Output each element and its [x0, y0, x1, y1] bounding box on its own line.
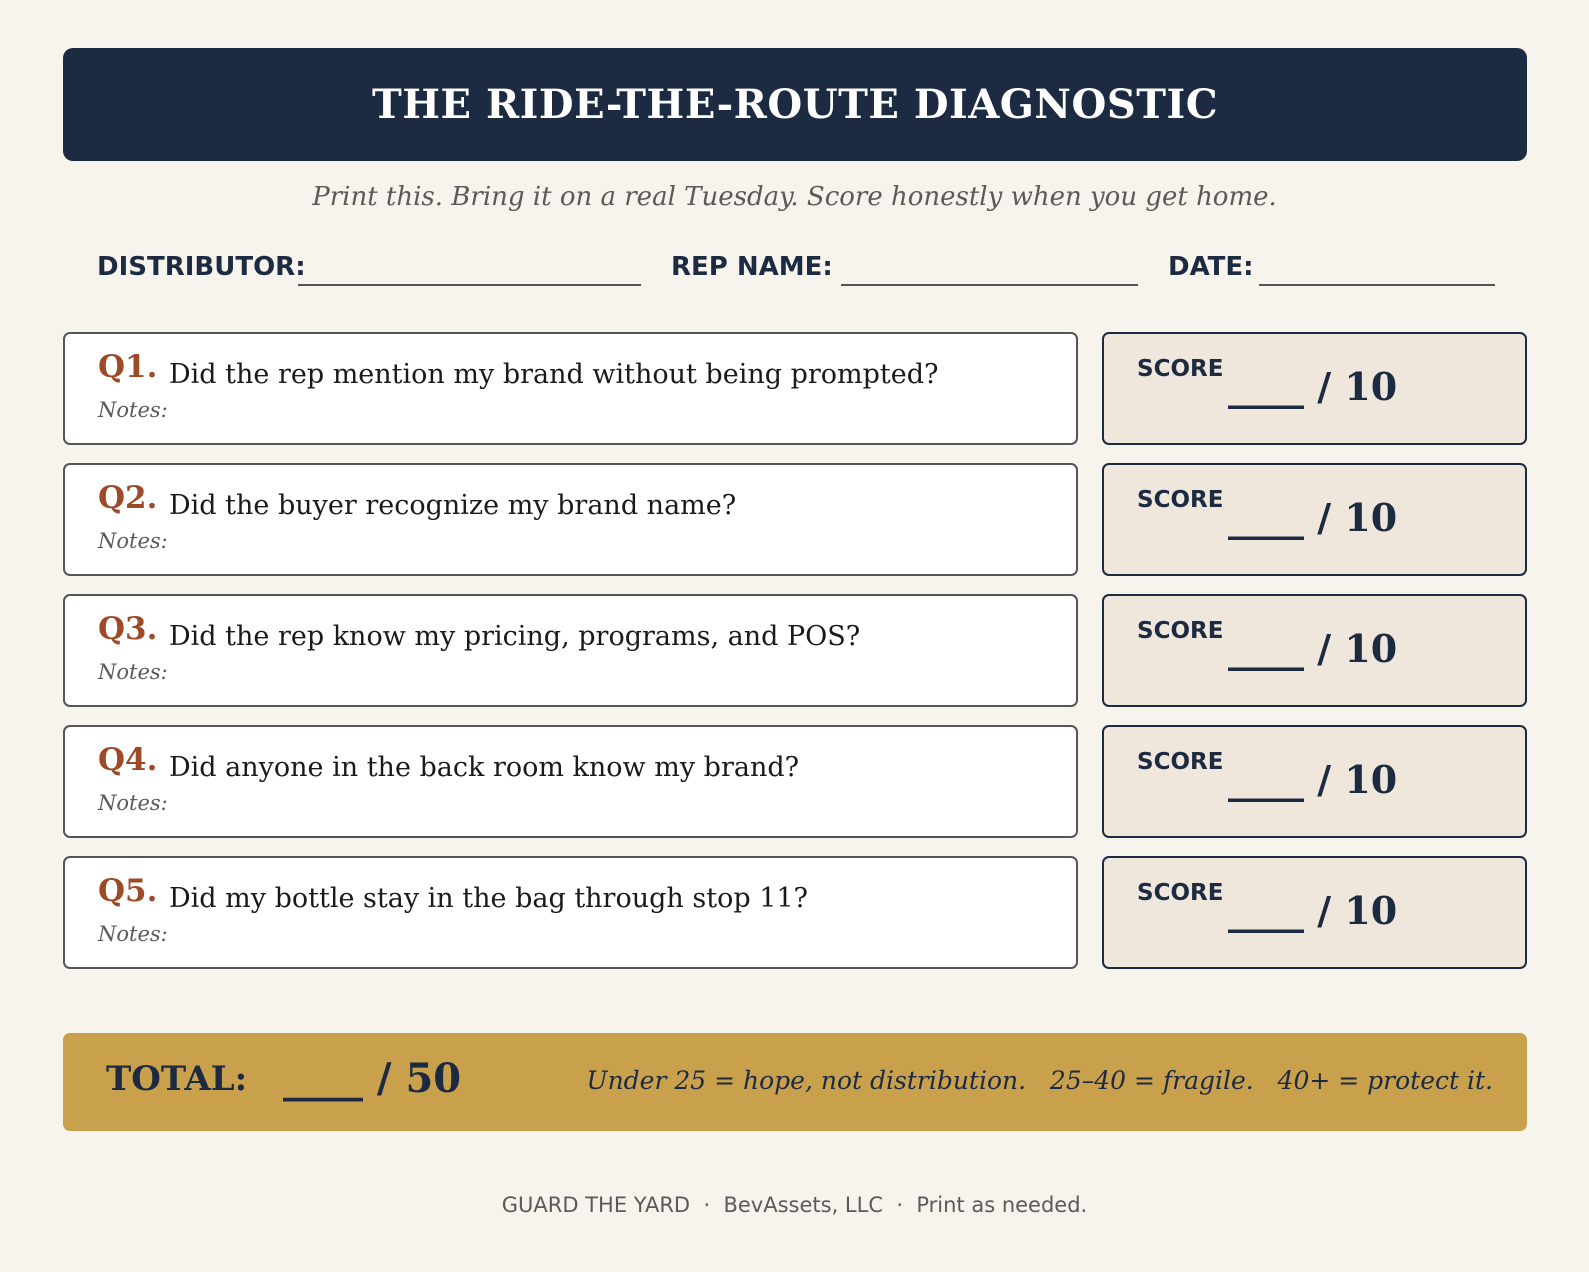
question-text: Did the rep mention my brand without being prompted?	[169, 359, 939, 390]
question-number: Q4.	[98, 742, 158, 778]
score-box[interactable]	[1102, 332, 1527, 445]
rep-name-label: REP NAME:	[671, 252, 833, 282]
question-number: Q3.	[98, 611, 158, 647]
score-scale-legend: Under 25 = hope, not distribution. 25–40 = fragile. 40+ = protect it.	[586, 1066, 1493, 1095]
page-title: THE RIDE-THE-ROUTE DIAGNOSTIC	[371, 81, 1219, 128]
header-banner	[63, 48, 1527, 161]
score-label: SCORE	[1137, 356, 1224, 382]
notes-label: Notes:	[98, 398, 168, 422]
score-blank: ____ / 10	[1228, 626, 1398, 671]
score-box[interactable]	[1102, 594, 1527, 707]
score-label: SCORE	[1137, 487, 1224, 513]
footer: GUARD THE YARD · BevAssets, LLC · Print as needed.	[501, 1193, 1088, 1217]
question-text: Did the buyer recognize my brand name?	[169, 490, 737, 521]
question-card	[63, 725, 1078, 838]
info-fields	[0, 252, 1589, 292]
question-card	[63, 332, 1078, 445]
score-label: SCORE	[1137, 749, 1224, 775]
total-label: TOTAL:	[106, 1059, 248, 1099]
distributor-field[interactable]	[298, 284, 641, 286]
score-blank: ____ / 10	[1228, 757, 1398, 802]
total-score-blank[interactable]: ____ / 50	[283, 1055, 462, 1102]
notes-label: Notes:	[98, 529, 168, 553]
score-box[interactable]	[1102, 856, 1527, 969]
question-text: Did the rep know my pricing, programs, and POS?	[169, 621, 861, 652]
score-blank: ____ / 10	[1228, 364, 1398, 409]
question-card	[63, 594, 1078, 707]
score-blank: ____ / 10	[1228, 495, 1398, 540]
question-number: Q1.	[98, 349, 158, 385]
subtitle: Print this. Bring it on a real Tuesday. Score honestly when you get home.	[312, 182, 1277, 212]
score-box[interactable]	[1102, 725, 1527, 838]
notes-label: Notes:	[98, 922, 168, 946]
score-label: SCORE	[1137, 618, 1224, 644]
question-card	[63, 856, 1078, 969]
total-bar	[63, 1033, 1527, 1131]
score-box[interactable]	[1102, 463, 1527, 576]
distributor-label: DISTRIBUTOR:	[97, 252, 306, 282]
score-label: SCORE	[1137, 880, 1224, 906]
rep-name-field[interactable]	[841, 284, 1138, 286]
date-label: DATE:	[1168, 252, 1254, 282]
question-card	[63, 463, 1078, 576]
notes-label: Notes:	[98, 660, 168, 684]
question-text: Did my bottle stay in the bag through stop 11?	[169, 883, 809, 914]
score-blank: ____ / 10	[1228, 888, 1398, 933]
question-number: Q2.	[98, 480, 158, 516]
question-number: Q5.	[98, 873, 158, 909]
notes-label: Notes:	[98, 791, 168, 815]
date-field[interactable]	[1259, 284, 1495, 286]
question-text: Did anyone in the back room know my brand?	[169, 752, 800, 783]
